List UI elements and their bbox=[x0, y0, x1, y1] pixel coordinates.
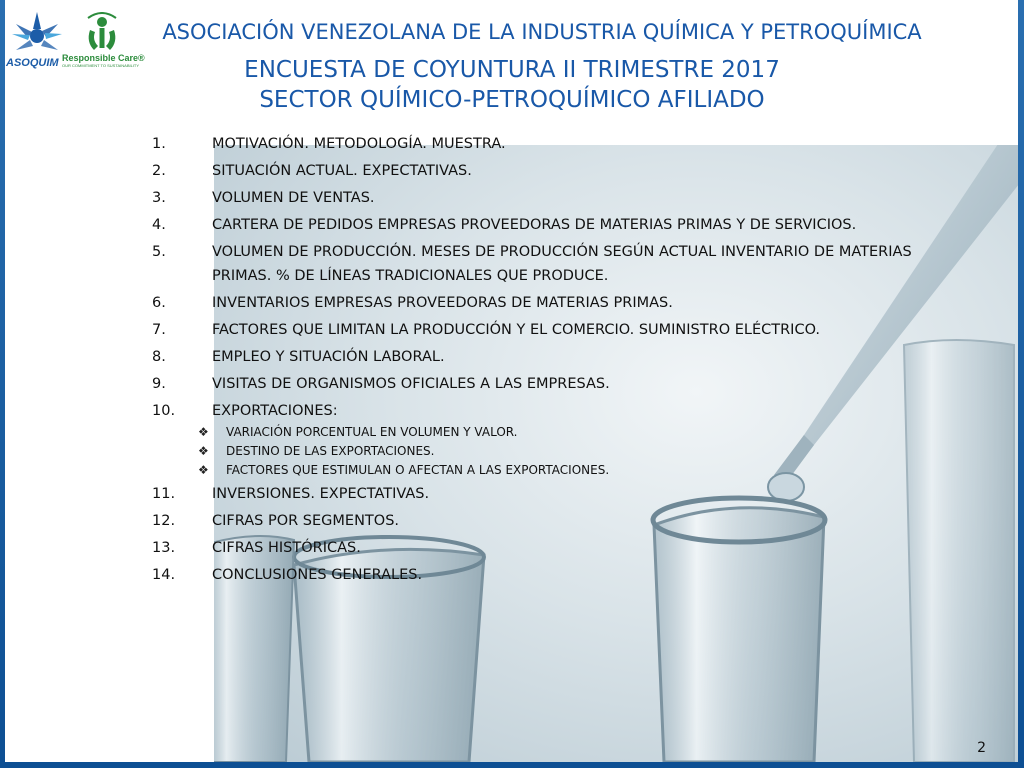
toc-item-number: 12. bbox=[152, 513, 176, 529]
table-of-contents bbox=[152, 132, 932, 590]
toc-item bbox=[152, 563, 932, 587]
sub-list-item bbox=[152, 423, 932, 442]
toc-item bbox=[152, 536, 932, 560]
toc-item bbox=[152, 509, 932, 533]
sub-item-text: FACTORES QUE ESTIMULAN O AFECTAN A LAS EXPORTACIONES. bbox=[226, 463, 610, 477]
exports-sublist bbox=[152, 423, 932, 480]
toc-item-number: 14. bbox=[152, 567, 176, 583]
toc-item-number: 10. bbox=[152, 403, 176, 419]
toc-item-text: EXPORTACIONES: bbox=[212, 403, 338, 419]
survey-title: ENCUESTA DE COYUNTURA II TRIMESTRE 2017 bbox=[244, 57, 780, 83]
toc-item-text: MOTIVACIÓN. METODOLOGÍA. MUESTRA. bbox=[212, 136, 506, 152]
sector-title: SECTOR QUÍMICO-PETROQUÍMICO AFILIADO bbox=[259, 87, 765, 113]
toc-item bbox=[152, 132, 932, 156]
toc-item-text: SITUACIÓN ACTUAL. EXPECTATIVAS. bbox=[212, 163, 472, 179]
toc-item bbox=[152, 240, 932, 288]
toc-item-number: 6. bbox=[152, 295, 166, 311]
toc-item-number: 8. bbox=[152, 349, 166, 365]
toc-item-text: CONCLUSIONES GENERALES. bbox=[212, 567, 423, 583]
toc-item bbox=[152, 482, 932, 506]
toc-item-number: 13. bbox=[152, 540, 176, 556]
toc-item-number: 1. bbox=[152, 136, 166, 152]
sub-list-item bbox=[152, 461, 932, 480]
toc-item-text: INVERSIONES. EXPECTATIVAS. bbox=[212, 486, 430, 502]
toc-item-number: 9. bbox=[152, 376, 166, 392]
sub-item-text: DESTINO DE LAS EXPORTACIONES. bbox=[226, 444, 435, 458]
toc-item-text: CARTERA DE PEDIDOS EMPRESAS PROVEEDORAS DE MATERIAS PRIMAS Y DE SERVICIOS. bbox=[212, 217, 857, 233]
toc-item-number: 5. bbox=[152, 244, 166, 260]
toc-item-text: FACTORES QUE LIMITAN LA PRODUCCIÓN Y EL COMERCIO. SUMINISTRO ELÉCTRICO. bbox=[212, 322, 821, 338]
toc-item bbox=[152, 318, 932, 342]
toc-item bbox=[152, 399, 932, 423]
diamond-bullet-icon: ❖ bbox=[198, 444, 209, 458]
toc-item bbox=[152, 186, 932, 210]
toc-item-text: VOLUMEN DE PRODUCCIÓN. MESES DE PRODUCCIÓN SEGÚN ACTUAL INVENTARIO DE MATERIAS PRIMAS. % DE LÍNEAS TRADICIONALES QUE PRODUCE. bbox=[212, 244, 912, 284]
responsible-care-text: Responsible Care® bbox=[62, 53, 145, 63]
asoquim-logo-text: ASOQUIM bbox=[6, 57, 59, 69]
slide-frame-bottom bbox=[0, 762, 1024, 768]
toc-item bbox=[152, 159, 932, 183]
slide-frame-right bbox=[1018, 0, 1024, 768]
toc-item-text: CIFRAS POR SEGMENTOS. bbox=[212, 513, 400, 529]
toc-item-number: 2. bbox=[152, 163, 166, 179]
diamond-bullet-icon: ❖ bbox=[198, 425, 209, 439]
toc-item-number: 4. bbox=[152, 217, 166, 233]
toc-item bbox=[152, 345, 932, 369]
toc-item-number: 3. bbox=[152, 190, 166, 206]
toc-item bbox=[152, 291, 932, 315]
slide-frame-left bbox=[0, 0, 5, 768]
toc-item-number: 11. bbox=[152, 486, 176, 502]
page-number: 2 bbox=[977, 740, 986, 756]
toc-item bbox=[152, 372, 932, 396]
organization-title: ASOCIACIÓN VENEZOLANA DE LA INDUSTRIA QUÍMICA Y PETROQUÍMICA bbox=[162, 20, 922, 44]
sub-list-item bbox=[152, 442, 932, 461]
sub-item-text: VARIACIÓN PORCENTUAL EN VOLUMEN Y VALOR. bbox=[226, 425, 518, 439]
toc-item-text: VOLUMEN DE VENTAS. bbox=[212, 190, 375, 206]
toc-item-text: EMPLEO Y SITUACIÓN LABORAL. bbox=[212, 349, 445, 365]
toc-item-text: CIFRAS HISTÓRICAS. bbox=[212, 540, 361, 556]
toc-item-number: 7. bbox=[152, 322, 166, 338]
responsible-care-tagline: OUR COMMITMENT TO SUSTAINABILITY bbox=[62, 63, 140, 68]
toc-item-text: VISITAS DE ORGANISMOS OFICIALES A LAS EMPRESAS. bbox=[212, 376, 610, 392]
toc-item bbox=[152, 213, 932, 237]
diamond-bullet-icon: ❖ bbox=[198, 463, 209, 477]
toc-item-text: INVENTARIOS EMPRESAS PROVEEDORAS DE MATERIAS PRIMAS. bbox=[212, 295, 673, 311]
